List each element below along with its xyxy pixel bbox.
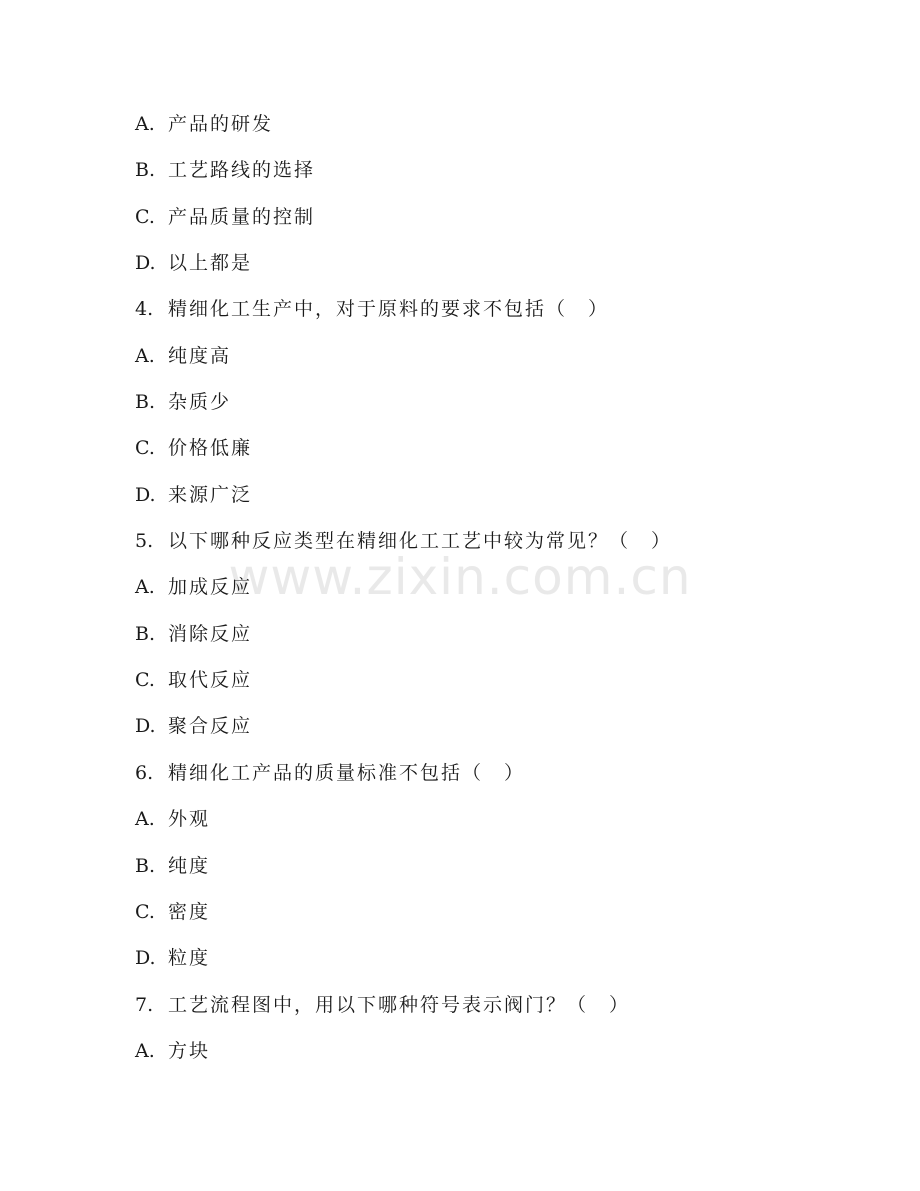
line-marker: D. (135, 715, 156, 738)
question-text: 精细化工产品的质量标准不包括（ ） (168, 761, 526, 784)
option-line (135, 706, 835, 752)
question-number: 7. (135, 993, 154, 1016)
line-text: 价格低廉 (168, 437, 253, 460)
question-text: 精细化工生产中，对于原料的要求不包括（ ） (168, 298, 610, 321)
option-line (135, 799, 835, 845)
option-line (135, 660, 835, 706)
question-line (135, 985, 835, 1031)
line-text: 消除反应 (168, 622, 253, 645)
line-text: 取代反应 (168, 669, 253, 692)
line-text: 方块 (168, 1039, 211, 1062)
option-line (135, 336, 835, 382)
line-text: 外观 (168, 808, 211, 831)
option-line (135, 243, 835, 289)
line-marker: C. (135, 205, 155, 228)
line-text: 杂质少 (168, 391, 232, 414)
line-marker: D. (135, 947, 156, 970)
option-line (135, 938, 835, 984)
line-marker: D. (135, 252, 156, 275)
question-line (135, 289, 835, 335)
line-text: 以上都是 (168, 252, 253, 275)
line-text: 工艺路线的选择 (168, 159, 316, 182)
line-marker: B. (135, 391, 156, 414)
line-text: 粒度 (168, 947, 211, 970)
line-marker: C. (135, 669, 155, 692)
line-text: 密度 (168, 900, 211, 923)
line-text: 加成反应 (168, 576, 253, 599)
line-marker: B. (135, 854, 156, 877)
question-number: 5. (135, 530, 154, 553)
line-text: 来源广泛 (168, 483, 253, 506)
line-marker: C. (135, 900, 155, 923)
line-marker: B. (135, 622, 156, 645)
line-marker: D. (135, 483, 156, 506)
line-text: 纯度高 (168, 344, 232, 367)
option-line (135, 1031, 835, 1077)
line-marker: A. (135, 576, 155, 599)
watermark: www.zixin.com.cn (228, 548, 692, 606)
line-text: 纯度 (168, 854, 211, 877)
question-text: 以下哪种反应类型在精细化工工艺中较为常见？（ ） (168, 530, 673, 553)
line-text: 聚合反应 (168, 715, 253, 738)
line-marker: A. (135, 1039, 155, 1062)
question-number: 6. (135, 761, 154, 784)
question-list (135, 104, 835, 1077)
line-marker: C. (135, 437, 155, 460)
option-line (135, 614, 835, 660)
question-line (135, 753, 835, 799)
option-line (135, 428, 835, 474)
option-line (135, 382, 835, 428)
option-line (135, 197, 835, 243)
question-text: 工艺流程图中，用以下哪种符号表示阀门？（ ） (168, 993, 631, 1016)
option-line (135, 892, 835, 938)
line-marker: A. (135, 113, 155, 135)
line-marker: A. (135, 344, 155, 367)
line-text: 产品的研发 (168, 113, 274, 135)
question-line (135, 521, 835, 567)
option-line (135, 567, 835, 613)
line-marker: B. (135, 159, 156, 182)
option-line (135, 104, 835, 150)
option-line (135, 475, 835, 521)
question-number: 4. (135, 298, 154, 321)
line-marker: A. (135, 808, 155, 831)
line-text: 产品质量的控制 (168, 205, 316, 228)
option-line (135, 150, 835, 196)
option-line (135, 846, 835, 892)
